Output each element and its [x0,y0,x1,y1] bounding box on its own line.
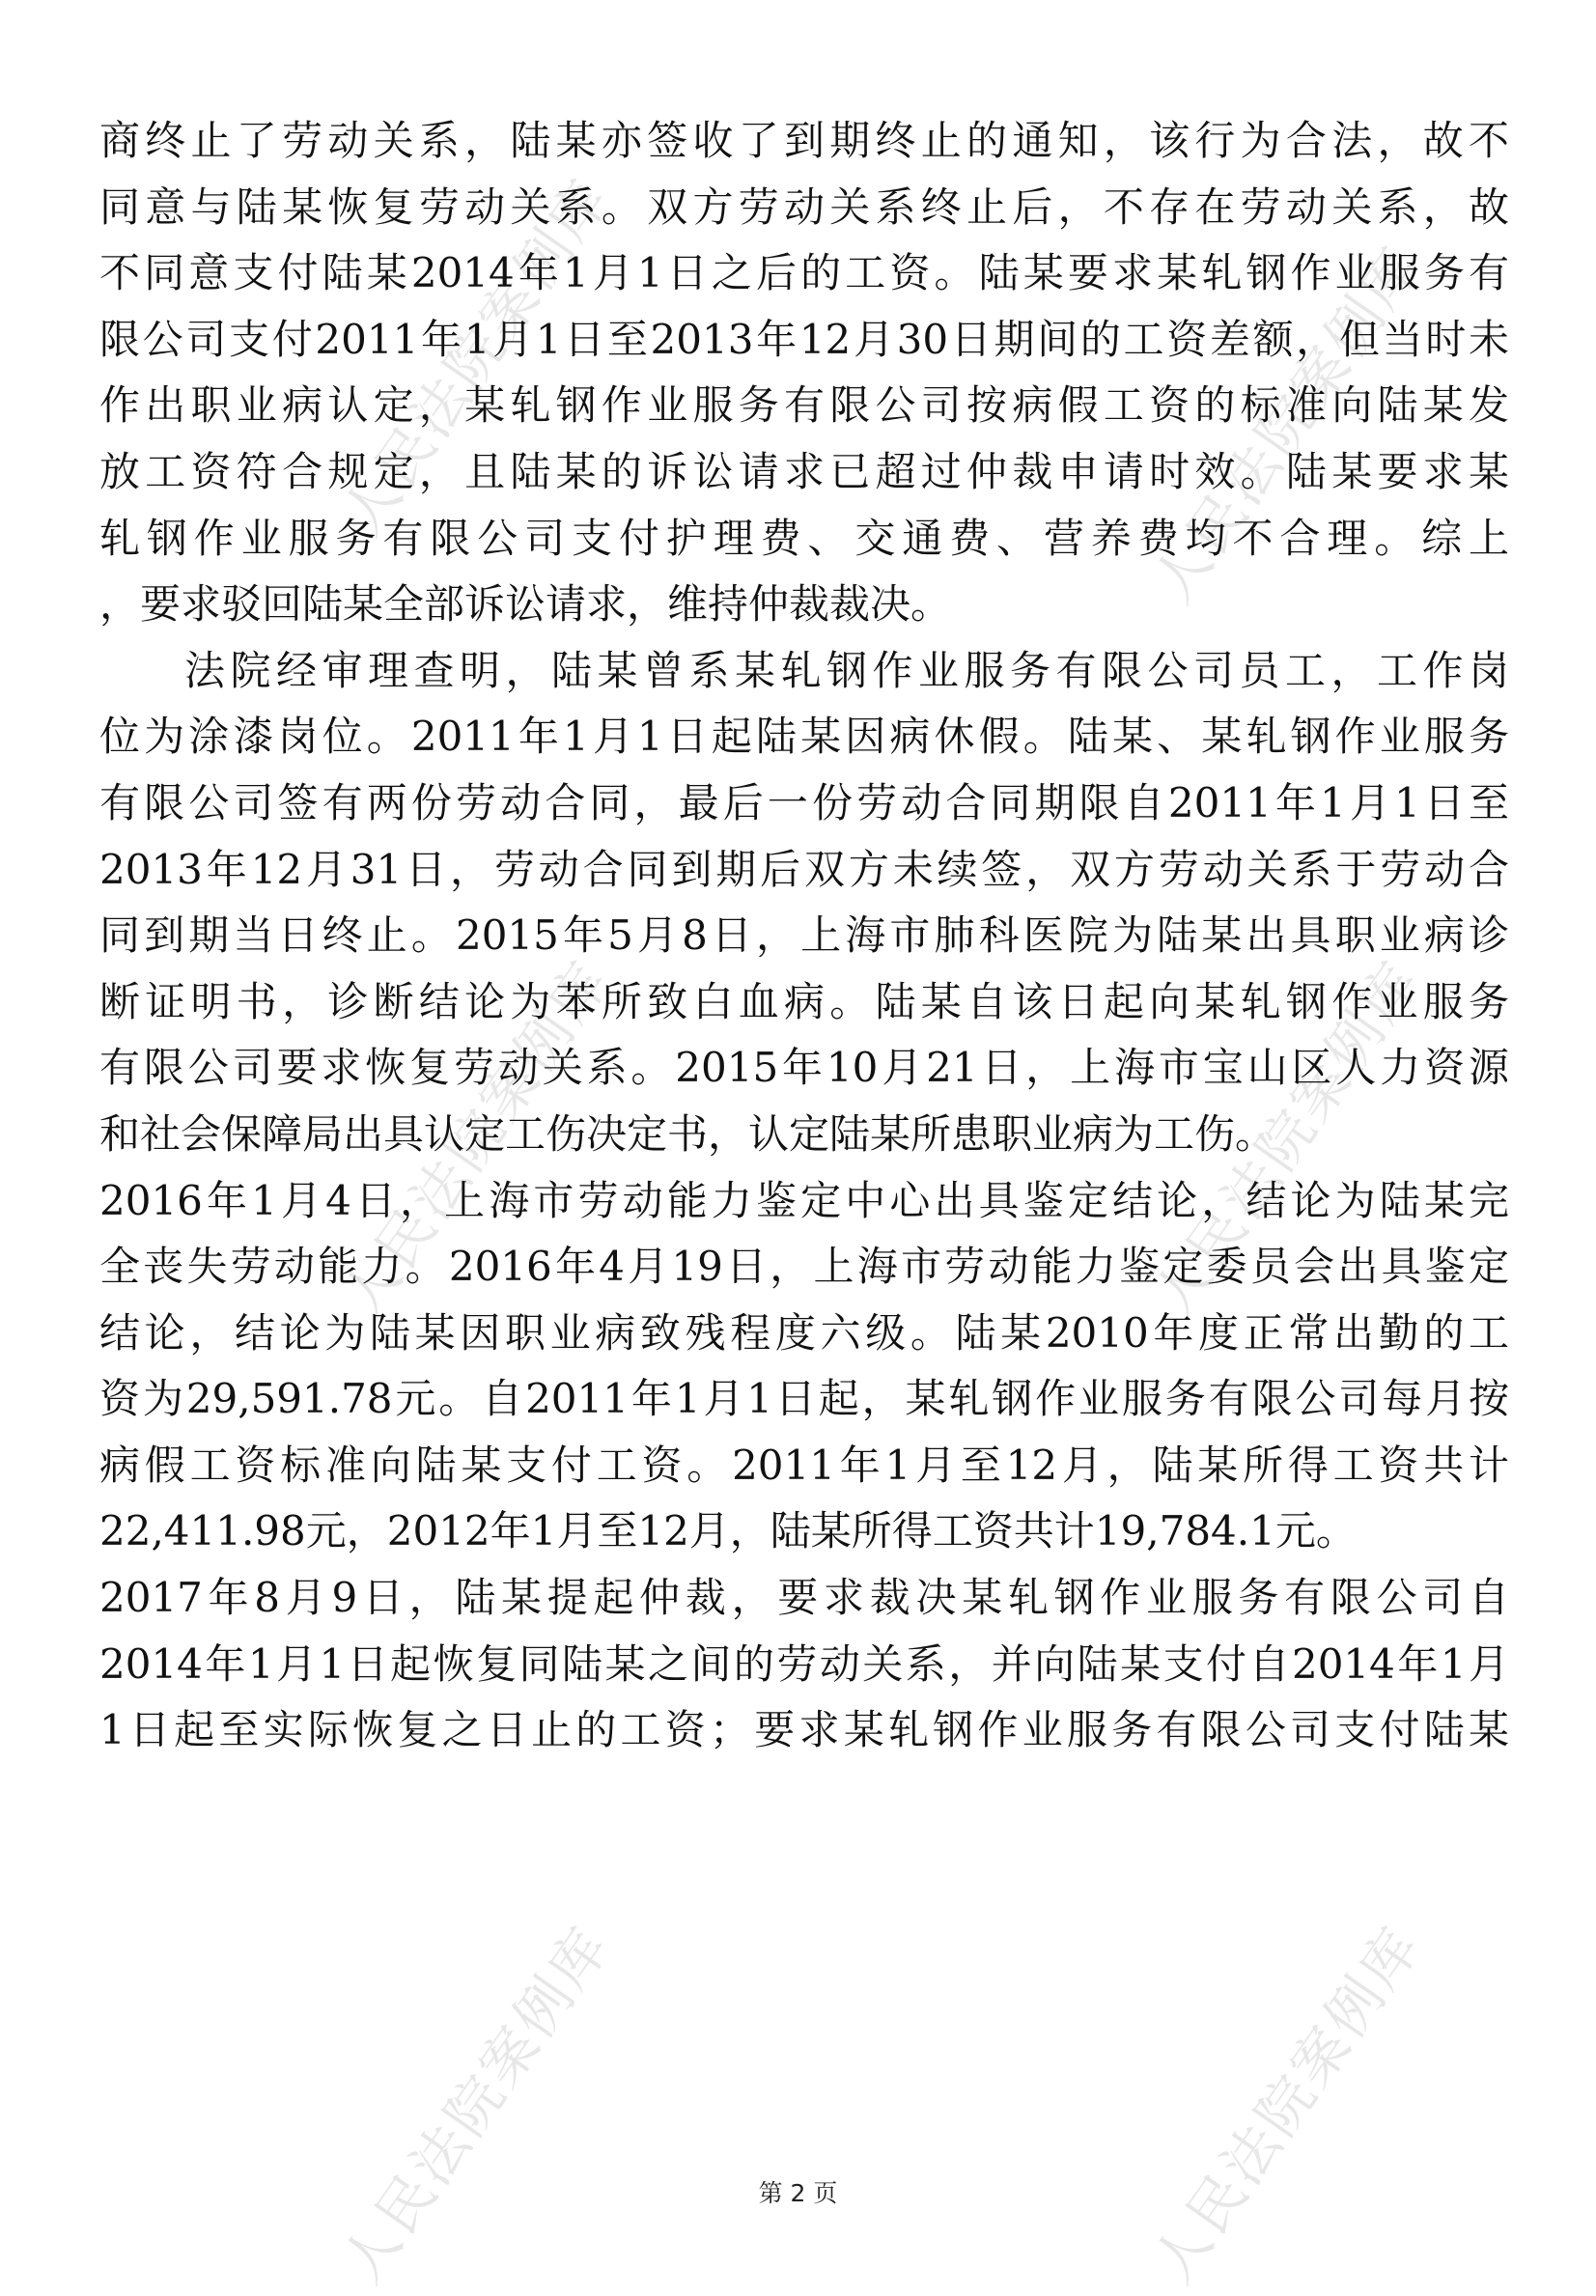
text-line: 同意与陆某恢复劳动关系。双方劳动关系终止后，不存在劳动关系，故 [99,182,1509,231]
text-line: 22,411.98元，2012年1月至12月，陆某所得工资共计19,784.1元。 [99,1507,1357,1555]
text-line: 不同意支付陆某2014年1月1日之后的工资。陆某要求某轧钢作业服务有 [99,249,1509,297]
text-line: 商终止了劳动关系，陆某亦签收了到期终止的通知，该行为合法，故不 [99,117,1509,164]
text-line: 2016年1月4日，上海市劳动能力鉴定中心出具鉴定结论，结论为陆某完 [99,1176,1509,1224]
text-line: 全丧失劳动能力。2016年4月19日，上海市劳动能力鉴定委员会出具鉴定 [99,1243,1509,1291]
text-line: 病假工资标准向陆某支付工资。2011年1月至12月，陆某所得工资共计 [99,1441,1509,1489]
text-line: 轧钢作业服务有限公司支付护理费、交通费、营养费均不合理。综上 [99,514,1509,562]
text-line: 2013年12月31日，劳动合同到期后双方未续签，双方劳动关系于劳动合 [99,845,1509,893]
text-line: 和社会保障局出具认定工伤决定书，认定陆某所患职业病为工伤。 [99,1109,1276,1158]
text-line: 同到期当日终止。2015年5月8日，上海市肺科医院为陆某出具职业病诊 [99,911,1509,960]
text-line: 放工资符合规定，且陆某的诉讼请求已超过仲裁申请时效。陆某要求某 [99,447,1509,495]
page-number: 第 2 页 [758,2179,838,2207]
text-line: 2014年1月1日起恢复同陆某之间的劳动关系，并向陆某支付自2014年1月 [99,1639,1509,1688]
watermark: 人民法院案例库 [1139,1913,1435,2295]
document-body [99,108,1509,1764]
text-line: 有限公司签有两份劳动合同，最后一份劳动合同期限自2011年1月1日至 [99,778,1509,826]
watermark: 人民法院案例库 [1139,233,1435,615]
text-line: 1日起至实际恢复之日止的工资；要求某轧钢作业服务有限公司支付陆某 [99,1706,1509,1754]
text-line: 作出职业病认定，某轧钢作业服务有限公司按病假工资的标准向陆某发 [99,381,1509,430]
text-line: 资为29,591.78元。自2011年1月1日起，某轧钢作业服务有限公司每月按 [99,1375,1509,1423]
watermark: 人民法院案例库 [328,947,624,1330]
text-line: ，要求驳回陆某全部诉讼请求，维持仲裁裁决。 [99,580,952,629]
paragraph-2 [99,638,1509,1764]
text-line: 结论，结论为陆某因职业病致残程度六级。陆某2010年度正常出勤的工 [99,1308,1509,1357]
text-line: 位为涂漆岗位。2011年1月1日起陆某因病休假。陆某、某轧钢作业服务 [99,713,1509,761]
paragraph-1 [99,108,1509,638]
text-line: 2017年8月9日，陆某提起仲裁，要求裁决某轧钢作业服务有限公司自 [99,1574,1509,1622]
text-line: 法院经审理查明，陆某曾系某轧钢作业服务有限公司员工，工作岗 [184,646,1509,694]
text-line: 断证明书，诊断结论为苯所致白血病。陆某自该日起向某轧钢作业服务 [99,977,1509,1025]
text-line: 有限公司要求恢复劳动关系。2015年10月21日，上海市宝山区人力资源 [99,1044,1509,1092]
watermark: 人民法院案例库 [1139,947,1435,1330]
watermark: 人民法院案例库 [328,1913,624,2295]
watermark: 人民法院案例库 [328,165,624,547]
text-line: 限公司支付2011年1月1日至2013年12月30日期间的工资差额，但当时未 [99,315,1509,363]
